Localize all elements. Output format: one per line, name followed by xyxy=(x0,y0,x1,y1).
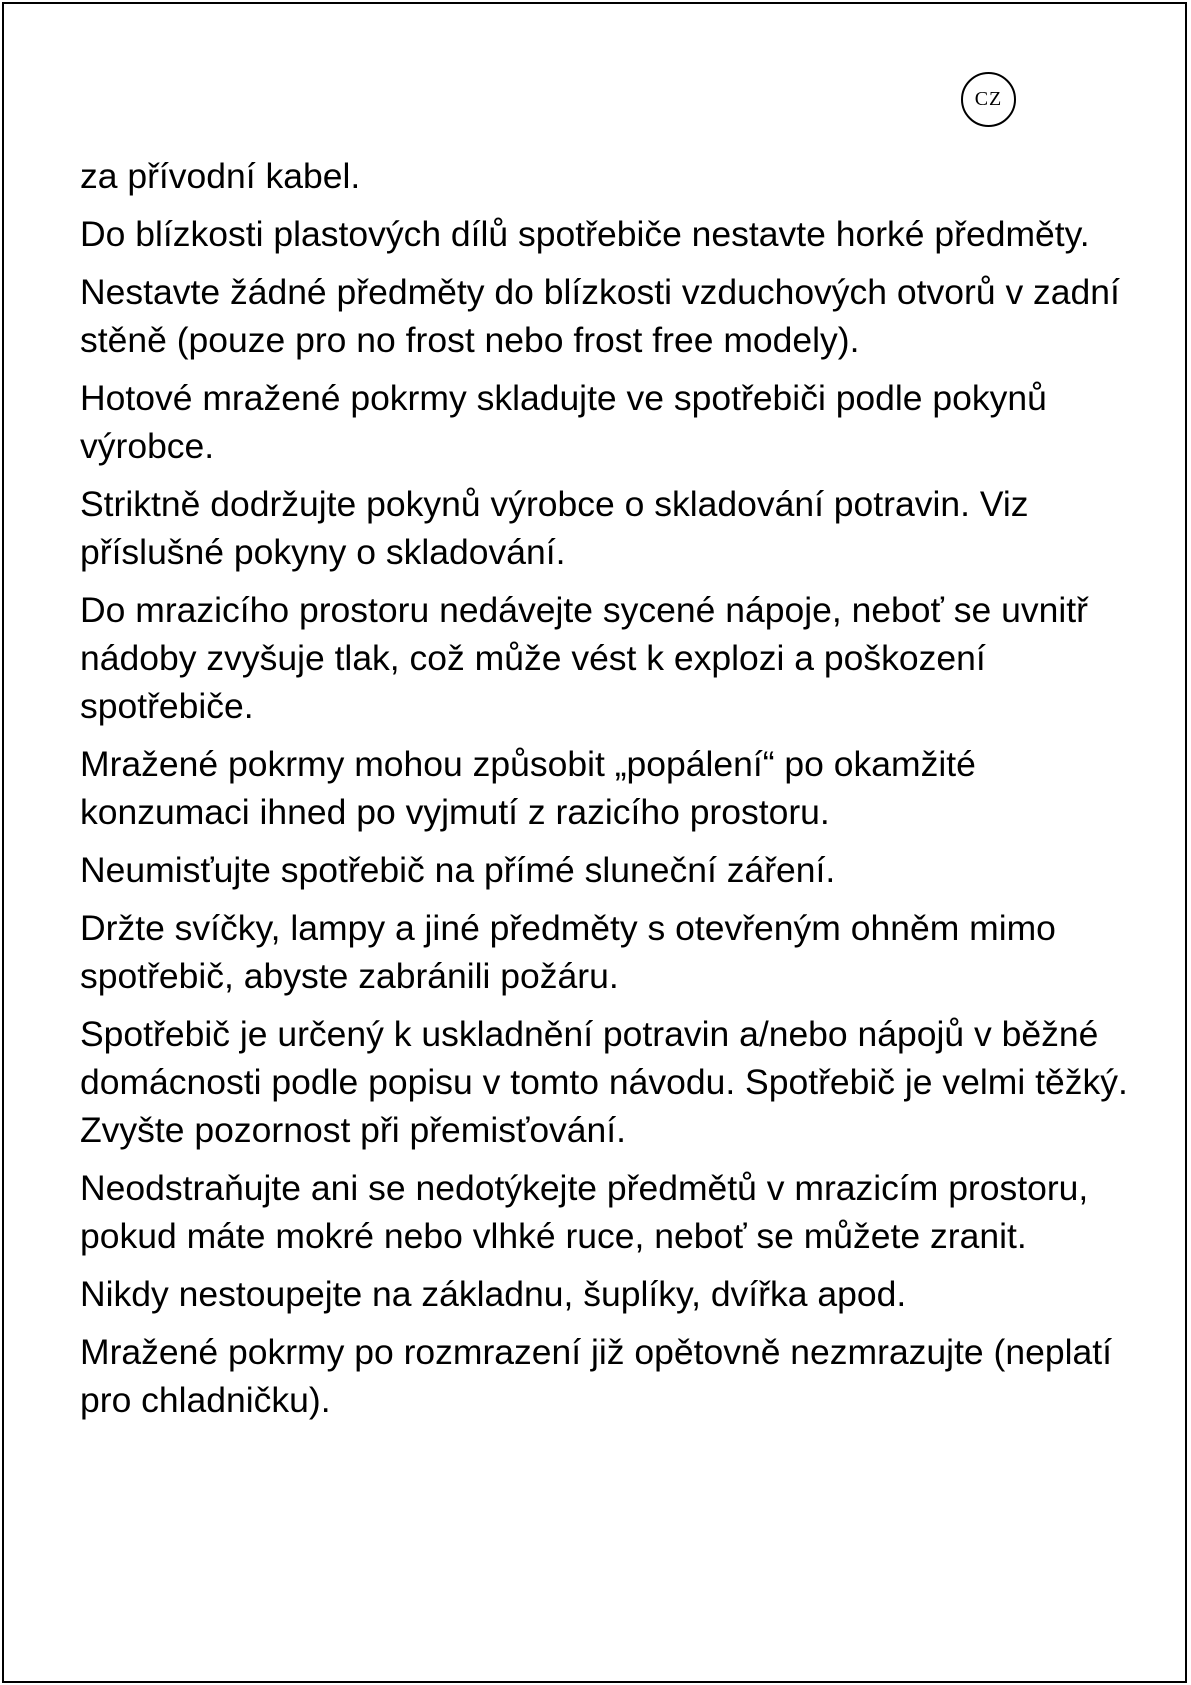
paragraph: Hotové mražené pokrmy skladujte ve spotřebiči podle pokynů výrobce. xyxy=(80,378,1047,466)
paragraph: za přívodní kabel. xyxy=(80,156,361,196)
paragraph: Držte svíčky, lampy a jiné předměty s otevřeným ohněm mimo spotřebič, abyste zabránili požáru. xyxy=(80,908,1056,996)
language-badge: CZ xyxy=(961,72,1016,127)
document-page xyxy=(2,2,1187,1683)
paragraph: Neumisťujte spotřebič na přímé sluneční záření. xyxy=(80,850,836,890)
paragraph: Do blízkosti plastových dílů spotřebiče nestavte horké předměty. xyxy=(80,214,1090,254)
paragraph: Mražené pokrmy mohou způsobit „popálení“ po okamžité konzumaci ihned po vyjmutí z razicího prostoru. xyxy=(80,744,976,832)
paragraph: Mražené pokrmy po rozmrazení již opětovně nezmrazujte (neplatí pro chladničku). xyxy=(80,1332,1112,1420)
paragraph: Striktně dodržujte pokynů výrobce o skladování potravin. Viz příslušné pokyny o skladování. xyxy=(80,484,1029,572)
paragraph: Nestavte žádné předměty do blízkosti vzduchových otvorů v zadní stěně (pouze pro no frost nebo frost free modely). xyxy=(80,272,1120,360)
paragraph: Neodstraňujte ani se nedotýkejte předmětů v mrazicím prostoru, pokud máte mokré nebo vlhké ruce, neboť se můžete zranit. xyxy=(80,1168,1089,1256)
paragraph: Nikdy nestoupejte na základnu, šuplíky, dvířka apod. xyxy=(80,1274,907,1314)
paragraph: Do mrazicího prostoru nedávejte sycené nápoje, neboť se uvnitř nádoby zvyšuje tlak, což může vést k explozi a poškození spotřebiče. xyxy=(80,590,1088,726)
safety-instructions xyxy=(80,152,1130,1434)
paragraph: Spotřebič je určený k uskladnění potravin a/nebo nápojů v běžné domácnosti podle popisu v tomto návodu. Spotřebič je velmi těžký. Zvyšte pozornost při přemisťování. xyxy=(80,1014,1128,1150)
